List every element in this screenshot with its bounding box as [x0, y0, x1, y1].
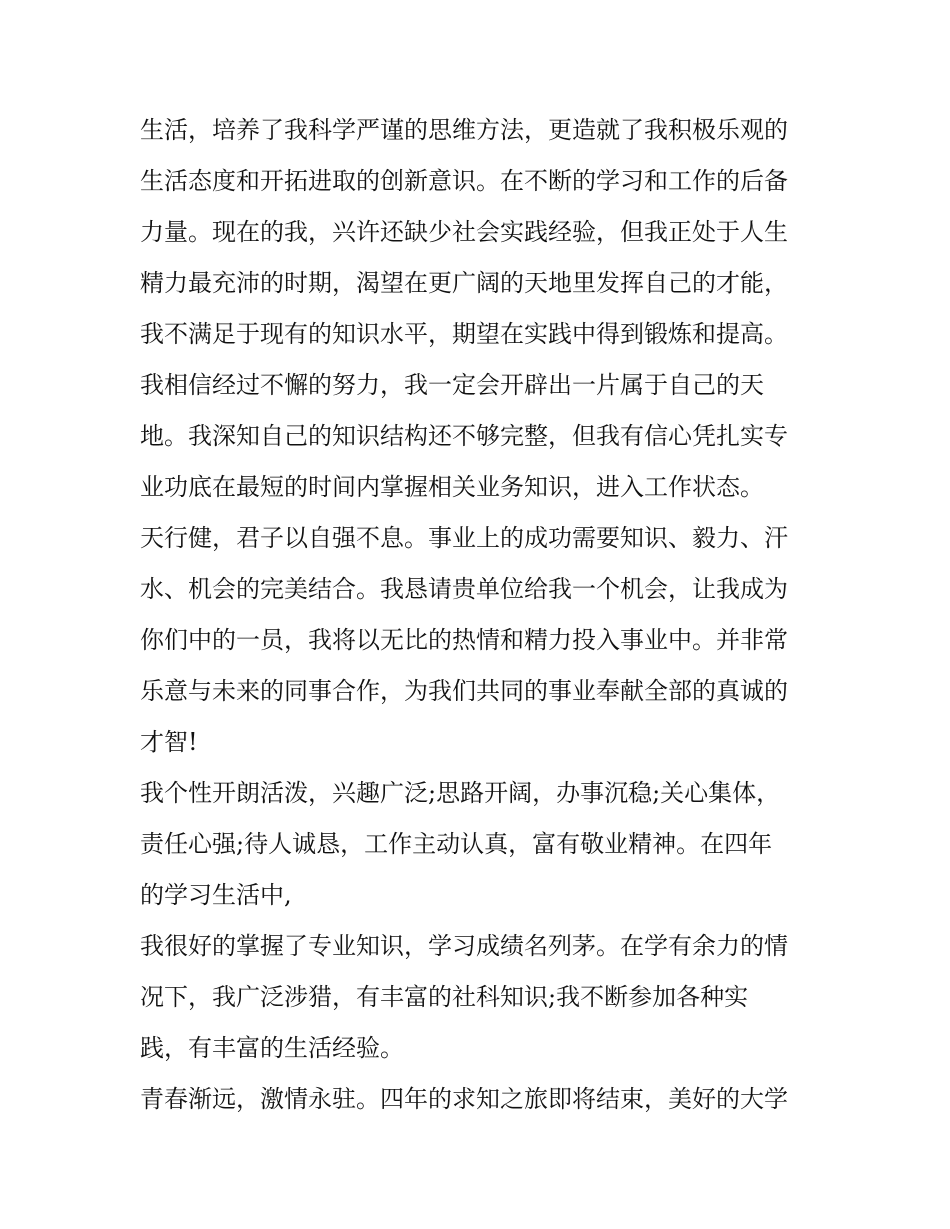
- text-line-11: 你们中的一员，我将以无比的热情和精力投入事业中。并非常: [140, 626, 788, 654]
- text-line-5: 我不满足于现有的知识水平，期望在实践中得到锻炼和提高。: [140, 320, 788, 348]
- text-line-1: 生活，培养了我科学严谨的思维方法，更造就了我积极乐观的: [140, 116, 788, 144]
- document-body: [140, 105, 820, 1125]
- text-line-9: 天行健，君子以自强不息。事业上的成功需要知识、毅力、汗: [140, 524, 788, 552]
- text-line-7: 地。我深知自己的知识结构还不够完整，但我有信心凭扎实专: [140, 422, 788, 450]
- text-line-2: 生活态度和开拓进取的创新意识。在不断的学习和工作的后备: [140, 167, 788, 195]
- text-line-19: 践，有丰富的生活经验。: [140, 1034, 404, 1062]
- text-line-16: 的学习生活中,: [140, 881, 292, 909]
- text-line-10: 水、机会的完美结合。我恳请贵单位给我一个机会，让我成为: [140, 575, 788, 603]
- text-line-14: 我个性开朗活泼，兴趣广泛;思路开阔，办事沉稳;关心集体，: [140, 779, 781, 807]
- text-line-6: 我相信经过不懈的努力，我一定会开辟出一片属于自己的天: [140, 371, 764, 399]
- text-line-18: 况下，我广泛涉猎，有丰富的社科知识;我不断参加各种实: [140, 983, 749, 1011]
- text-line-4: 精力最充沛的时期，渴望在更广阔的天地里发挥自己的才能，: [140, 269, 788, 297]
- text-line-3: 力量。现在的我，兴许还缺少社会实践经验，但我正处于人生: [140, 218, 788, 246]
- text-line-8: 业功底在最短的时间内掌握相关业务知识，进入工作状态。: [140, 473, 764, 501]
- text-line-20: 青春渐远，激情永驻。四年的求知之旅即将结束，美好的大学: [140, 1085, 788, 1113]
- text-line-17: 我很好的掌握了专业知识，学习成绩名列茅。在学有余力的情: [140, 932, 788, 960]
- text-line-15: 责任心强;待人诚恳，工作主动认真，富有敬业精神。在四年: [140, 830, 773, 858]
- text-line-13: 才智!: [140, 728, 198, 756]
- text-line-12: 乐意与未来的同事合作，为我们共同的事业奉献全部的真诚的: [140, 677, 788, 705]
